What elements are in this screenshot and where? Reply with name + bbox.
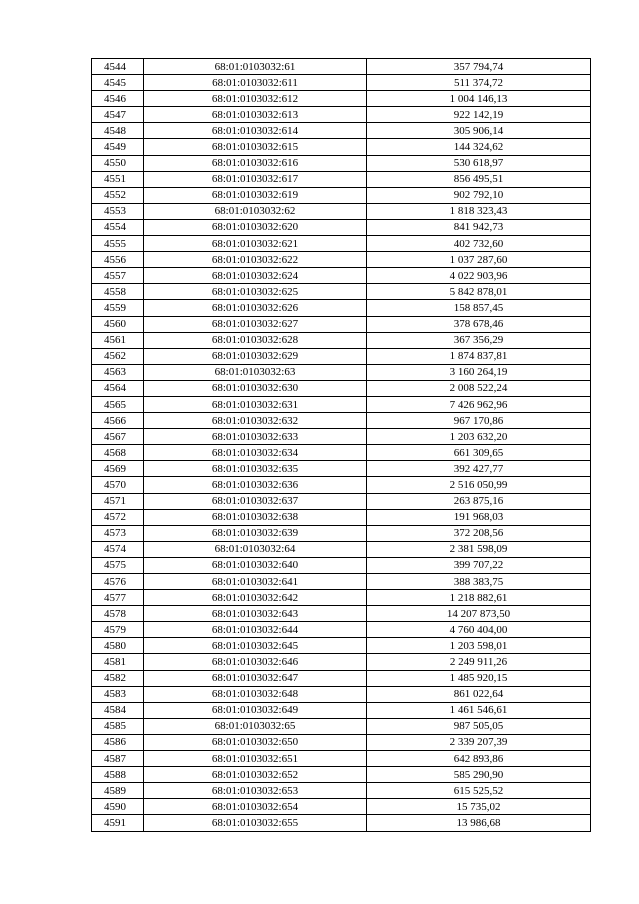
cadastral-value-cell: 158 857,45 [367,300,591,316]
cadastral-value-cell: 856 495,51 [367,171,591,187]
table-row [92,316,591,332]
cadastral-value-cell: 861 022,64 [367,686,591,702]
table-row [92,396,591,412]
cadastral-number-cell: 68:01:0103032:631 [144,396,367,412]
cadastral-value-cell: 378 678,46 [367,316,591,332]
cadastral-number-cell: 68:01:0103032:629 [144,348,367,364]
table-row [92,509,591,525]
row-number-cell: 4570 [92,477,144,493]
row-number-cell: 4574 [92,541,144,557]
row-number-cell: 4576 [92,574,144,590]
row-number-cell: 4575 [92,557,144,573]
cadastral-number-cell: 68:01:0103032:646 [144,654,367,670]
row-number-cell: 4589 [92,783,144,799]
cadastral-value-cell: 1 037 287,60 [367,252,591,268]
cadastral-value-cell: 372 208,56 [367,525,591,541]
table-row [92,268,591,284]
table-body [92,59,591,832]
cadastral-number-cell: 68:01:0103032:638 [144,509,367,525]
table-row [92,123,591,139]
table-row [92,461,591,477]
cadastral-value-cell: 388 383,75 [367,574,591,590]
row-number-cell: 4567 [92,429,144,445]
cadastral-number-cell: 68:01:0103032:644 [144,622,367,638]
row-number-cell: 4556 [92,252,144,268]
cadastral-number-cell: 68:01:0103032:648 [144,686,367,702]
row-number-cell: 4569 [92,461,144,477]
cadastral-number-cell: 68:01:0103032:634 [144,445,367,461]
cadastral-number-cell: 68:01:0103032:65 [144,718,367,734]
cadastral-number-cell: 68:01:0103032:654 [144,799,367,815]
cadastral-number-cell: 68:01:0103032:619 [144,187,367,203]
cadastral-number-cell: 68:01:0103032:621 [144,236,367,252]
cadastral-number-cell: 68:01:0103032:639 [144,525,367,541]
table-row [92,107,591,123]
table-row [92,91,591,107]
cadastral-value-cell: 13 986,68 [367,815,591,831]
row-number-cell: 4561 [92,332,144,348]
cadastral-value-cell: 642 893,86 [367,751,591,767]
row-number-cell: 4578 [92,606,144,622]
cadastral-value-cell: 1 203 632,20 [367,429,591,445]
cadastral-value-cell: 263 875,16 [367,493,591,509]
cadastral-number-cell: 68:01:0103032:645 [144,638,367,654]
table-row [92,815,591,831]
row-number-cell: 4560 [92,316,144,332]
cadastral-value-cell: 305 906,14 [367,123,591,139]
cadastral-value-cell: 3 160 264,19 [367,364,591,380]
cadastral-value-cell: 402 732,60 [367,236,591,252]
cadastral-value-cell: 841 942,73 [367,219,591,235]
cadastral-value-cell: 144 324,62 [367,139,591,155]
table-row [92,413,591,429]
cadastral-number-cell: 68:01:0103032:625 [144,284,367,300]
cadastral-number-cell: 68:01:0103032:651 [144,751,367,767]
cadastral-number-cell: 68:01:0103032:642 [144,590,367,606]
cadastral-value-cell: 367 356,29 [367,332,591,348]
cadastral-number-cell: 68:01:0103032:637 [144,493,367,509]
row-number-cell: 4549 [92,139,144,155]
table-row [92,59,591,75]
row-number-cell: 4587 [92,751,144,767]
table-row [92,219,591,235]
row-number-cell: 4555 [92,236,144,252]
row-number-cell: 4571 [92,493,144,509]
row-number-cell: 4548 [92,123,144,139]
cadastral-number-cell: 68:01:0103032:628 [144,332,367,348]
row-number-cell: 4580 [92,638,144,654]
cadastral-value-cell: 1 004 146,13 [367,91,591,107]
row-number-cell: 4563 [92,364,144,380]
cadastral-value-cell: 511 374,72 [367,75,591,91]
cadastral-value-cell: 5 842 878,01 [367,284,591,300]
table-row [92,300,591,316]
cadastral-value-cell: 2 339 207,39 [367,734,591,750]
row-number-cell: 4568 [92,445,144,461]
row-number-cell: 4562 [92,348,144,364]
cadastral-value-cell: 1 485 920,15 [367,670,591,686]
cadastral-value-cell: 615 525,52 [367,783,591,799]
row-number-cell: 4557 [92,268,144,284]
row-number-cell: 4547 [92,107,144,123]
row-number-cell: 4558 [92,284,144,300]
table-row [92,493,591,509]
cadastral-number-cell: 68:01:0103032:617 [144,171,367,187]
table-row [92,252,591,268]
table-row [92,171,591,187]
cadastral-value-cell: 1 203 598,01 [367,638,591,654]
cadastral-value-cell: 530 618,97 [367,155,591,171]
cadastral-value-cell: 967 170,86 [367,413,591,429]
table-row [92,332,591,348]
table-row [92,590,591,606]
cadastral-number-cell: 68:01:0103032:614 [144,123,367,139]
cadastral-value-cell: 1 461 546,61 [367,702,591,718]
row-number-cell: 4581 [92,654,144,670]
row-number-cell: 4586 [92,734,144,750]
table-row [92,783,591,799]
cadastral-value-cell: 15 735,02 [367,799,591,815]
cadastral-value-cell: 4 022 903,96 [367,268,591,284]
cadastral-value-cell: 1 818 323,43 [367,203,591,219]
table-row [92,686,591,702]
cadastral-number-cell: 68:01:0103032:635 [144,461,367,477]
cadastral-number-cell: 68:01:0103032:652 [144,767,367,783]
cadastral-value-cell: 7 426 962,96 [367,396,591,412]
row-number-cell: 4565 [92,396,144,412]
table-row [92,236,591,252]
cadastral-number-cell: 68:01:0103032:650 [144,734,367,750]
table-row [92,380,591,396]
cadastral-value-cell: 14 207 873,50 [367,606,591,622]
row-number-cell: 4550 [92,155,144,171]
cadastral-number-cell: 68:01:0103032:626 [144,300,367,316]
cadastral-value-cell: 191 968,03 [367,509,591,525]
cadastral-number-cell: 68:01:0103032:63 [144,364,367,380]
table-row [92,284,591,300]
table-row [92,429,591,445]
table-row [92,718,591,734]
row-number-cell: 4579 [92,622,144,638]
cadastral-value-cell: 2 008 522,24 [367,380,591,396]
cadastral-value-cell: 2 381 598,09 [367,541,591,557]
cadastral-value-cell: 2 516 050,99 [367,477,591,493]
cadastral-value-cell: 987 505,05 [367,718,591,734]
row-number-cell: 4573 [92,525,144,541]
row-number-cell: 4559 [92,300,144,316]
cadastral-value-cell: 357 794,74 [367,59,591,75]
cadastral-number-cell: 68:01:0103032:627 [144,316,367,332]
table-row [92,155,591,171]
row-number-cell: 4582 [92,670,144,686]
cadastral-value-cell: 392 427,77 [367,461,591,477]
table-row [92,477,591,493]
row-number-cell: 4585 [92,718,144,734]
table-row [92,622,591,638]
table-row [92,541,591,557]
cadastral-number-cell: 68:01:0103032:633 [144,429,367,445]
cadastral-number-cell: 68:01:0103032:630 [144,380,367,396]
cadastral-number-cell: 68:01:0103032:611 [144,75,367,91]
table-row [92,654,591,670]
cadastral-number-cell: 68:01:0103032:624 [144,268,367,284]
row-number-cell: 4591 [92,815,144,831]
row-number-cell: 4566 [92,413,144,429]
cadastral-number-cell: 68:01:0103032:622 [144,252,367,268]
cadastral-number-cell: 68:01:0103032:62 [144,203,367,219]
cadastral-number-cell: 68:01:0103032:655 [144,815,367,831]
cadastral-number-cell: 68:01:0103032:647 [144,670,367,686]
row-number-cell: 4552 [92,187,144,203]
table-row [92,799,591,815]
row-number-cell: 4564 [92,380,144,396]
table-row [92,606,591,622]
cadastral-number-cell: 68:01:0103032:61 [144,59,367,75]
cadastral-number-cell: 68:01:0103032:640 [144,557,367,573]
cadastral-number-cell: 68:01:0103032:64 [144,541,367,557]
table-row [92,638,591,654]
row-number-cell: 4545 [92,75,144,91]
cadastral-number-cell: 68:01:0103032:613 [144,107,367,123]
cadastral-value-cell: 585 290,90 [367,767,591,783]
cadastral-value-cell: 902 792,10 [367,187,591,203]
table-row [92,670,591,686]
cadastral-value-cell: 4 760 404,00 [367,622,591,638]
row-number-cell: 4590 [92,799,144,815]
cadastral-number-cell: 68:01:0103032:632 [144,413,367,429]
cadastral-value-cell: 922 142,19 [367,107,591,123]
cadastral-value-cell: 661 309,65 [367,445,591,461]
row-number-cell: 4546 [92,91,144,107]
table-row [92,751,591,767]
table-row [92,557,591,573]
row-number-cell: 4577 [92,590,144,606]
table-row [92,364,591,380]
cadastral-value-cell: 2 249 911,26 [367,654,591,670]
table-row [92,767,591,783]
table-row [92,525,591,541]
row-number-cell: 4572 [92,509,144,525]
table-row [92,702,591,718]
cadastral-number-cell: 68:01:0103032:616 [144,155,367,171]
cadastral-number-cell: 68:01:0103032:649 [144,702,367,718]
row-number-cell: 4554 [92,219,144,235]
table-row [92,734,591,750]
table-row [92,203,591,219]
table-row [92,574,591,590]
row-number-cell: 4544 [92,59,144,75]
cadastral-number-cell: 68:01:0103032:643 [144,606,367,622]
cadastral-number-cell: 68:01:0103032:641 [144,574,367,590]
table-row [92,445,591,461]
cadastral-value-table [91,58,591,832]
row-number-cell: 4553 [92,203,144,219]
table-row [92,75,591,91]
cadastral-value-cell: 399 707,22 [367,557,591,573]
cadastral-number-cell: 68:01:0103032:620 [144,219,367,235]
row-number-cell: 4551 [92,171,144,187]
cadastral-value-cell: 1 874 837,81 [367,348,591,364]
cadastral-number-cell: 68:01:0103032:653 [144,783,367,799]
cadastral-value-cell: 1 218 882,61 [367,590,591,606]
row-number-cell: 4583 [92,686,144,702]
table-row [92,348,591,364]
cadastral-number-cell: 68:01:0103032:636 [144,477,367,493]
table-row [92,139,591,155]
row-number-cell: 4588 [92,767,144,783]
cadastral-number-cell: 68:01:0103032:615 [144,139,367,155]
table-row [92,187,591,203]
row-number-cell: 4584 [92,702,144,718]
cadastral-number-cell: 68:01:0103032:612 [144,91,367,107]
